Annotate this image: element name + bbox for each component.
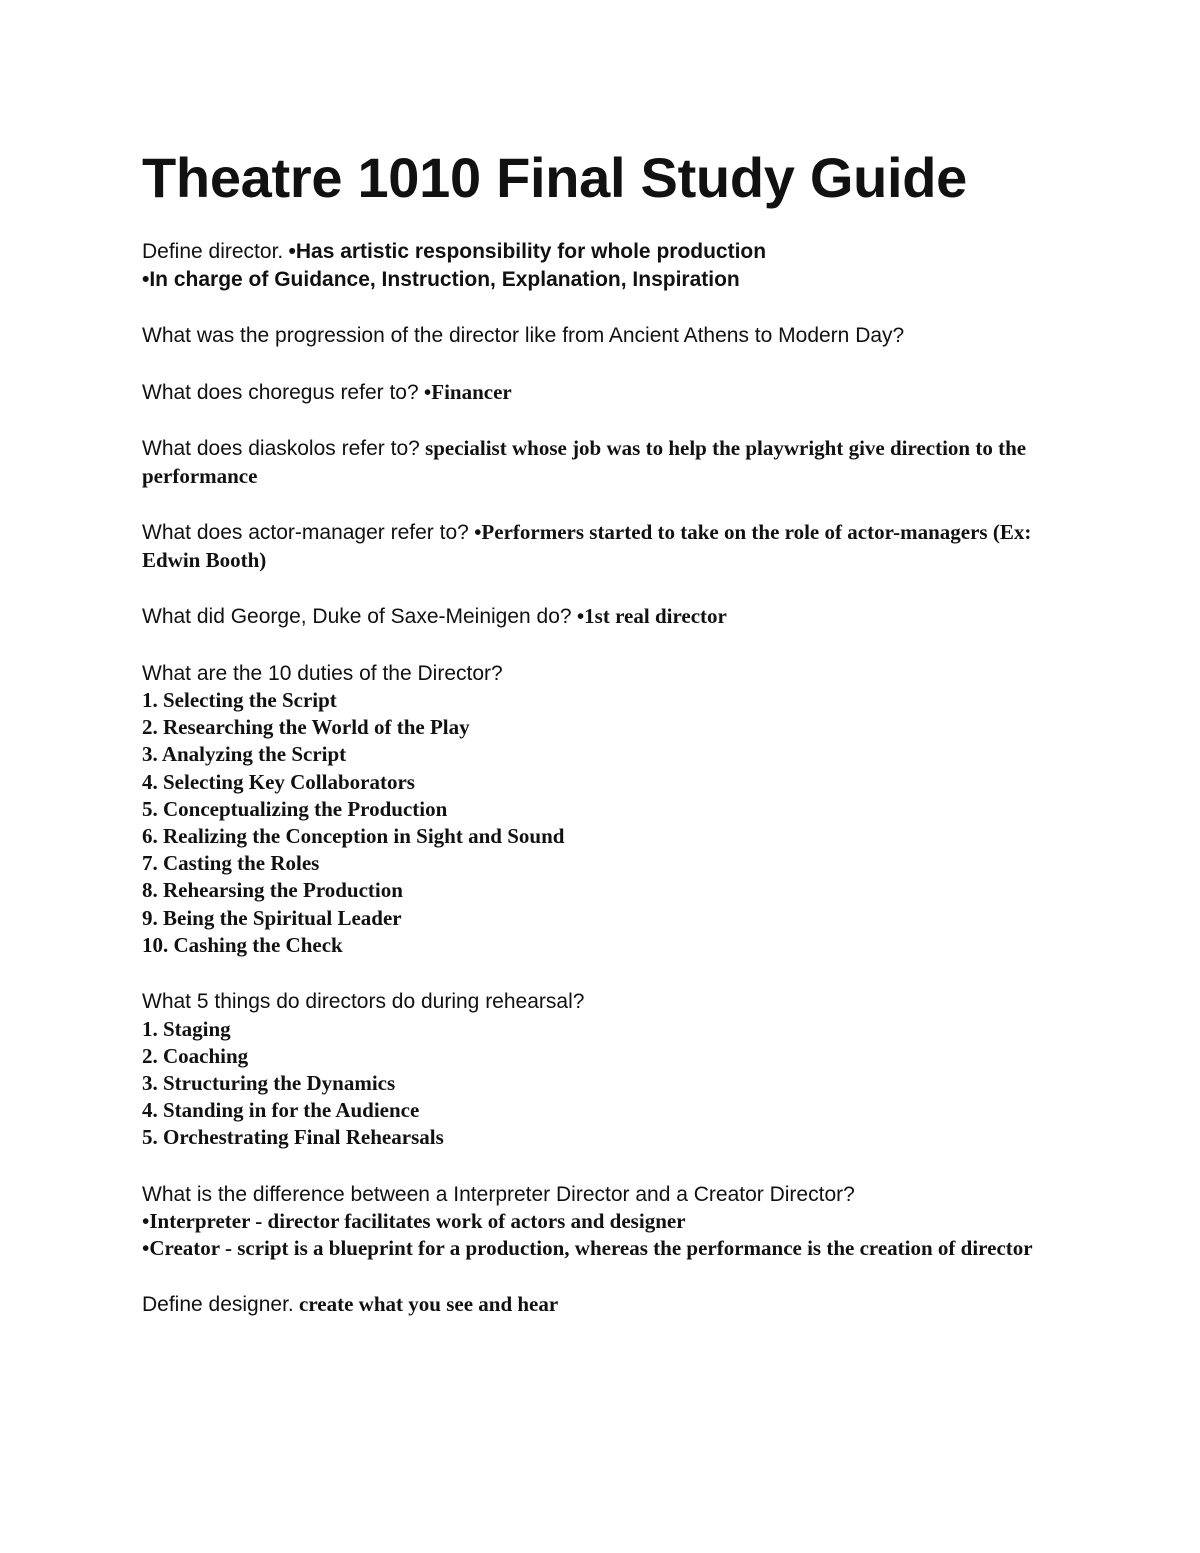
qa-actor-manager <box>142 519 1072 574</box>
question-text: Define designer. <box>142 1293 294 1317</box>
list-item: 1. Staging <box>142 1016 231 1041</box>
qa-duties <box>142 660 1072 960</box>
question-text: What does diaskolos refer to? <box>142 437 420 460</box>
list-item: 3. Analyzing the Script <box>142 742 347 767</box>
answer-text: create what you see and hear <box>299 1292 559 1317</box>
qa-interpreter-creator <box>142 1181 1072 1263</box>
question-text: What does choregus refer to? <box>142 380 419 404</box>
answer-text: •Interpreter - director facilitates work of actors and designer <box>142 1209 686 1234</box>
answer-text: specialist whose job was to help the playwright give direction to the performance <box>142 436 1027 488</box>
answer-text: •1st real director <box>576 604 727 628</box>
question-text: What are the 10 duties of the Director? <box>142 661 503 685</box>
question-text: What was the progression of the director like from Ancient Athens to Modern Day? <box>142 324 905 347</box>
question-text: What 5 things do directors do during rehearsal? <box>142 990 585 1014</box>
qa-choregus <box>142 379 1072 407</box>
answer-text: •Performers started to take on the role of actor-managers (Ex: Edwin Booth) <box>142 520 1032 572</box>
list-item: 5. Orchestrating Final Rehearsals <box>142 1125 444 1150</box>
list-item: 8. Rehearsing the Production <box>142 878 403 903</box>
answer-text: •In charge of Guidance, Instruction, Explanation, Inspiration <box>142 267 740 291</box>
list-item: 4. Standing in for the Audience <box>142 1098 420 1123</box>
document-page <box>142 140 1072 1348</box>
qa-rehearsal <box>142 988 1072 1152</box>
list-item: 2. Researching the World of the Play <box>142 715 470 740</box>
answer-text: •Financer <box>423 379 512 404</box>
question-text: What does actor-manager refer to? <box>142 521 469 544</box>
qa-progression <box>142 322 1072 350</box>
list-item: 3. Structuring the Dynamics <box>142 1070 396 1095</box>
list-item: 5. Conceptualizing the Production <box>142 796 448 821</box>
list-item: 6. Realizing the Conception in Sight and Sound <box>142 824 565 849</box>
answer-text: •Has artistic responsibility for whole production <box>288 240 767 263</box>
question-text: What is the difference between a Interpreter Director and a Creator Director? <box>142 1182 855 1206</box>
list-item: 2. Coaching <box>142 1043 249 1068</box>
page-title: Theatre 1010 Final Study Guide <box>142 146 968 209</box>
answer-text: •Creator - script is a blueprint for a production, whereas the performance is the creation of director <box>142 1236 1033 1261</box>
list-item: 7. Casting the Roles <box>142 851 320 876</box>
question-text: What did George, Duke of Saxe-Meinigen do? <box>142 605 572 628</box>
list-item: 1. Selecting the Script <box>142 688 337 712</box>
qa-diaskolos <box>142 435 1072 490</box>
list-item: 9. Being the Spiritual Leader <box>142 905 402 930</box>
qa-designer-definition <box>142 1291 1072 1319</box>
list-item: 4. Selecting Key Collaborators <box>142 769 415 794</box>
question-text: Define director. <box>142 240 284 263</box>
list-item: 10. Cashing the Check <box>142 932 343 957</box>
qa-director-definition <box>142 238 1072 293</box>
qa-george <box>142 603 1072 631</box>
